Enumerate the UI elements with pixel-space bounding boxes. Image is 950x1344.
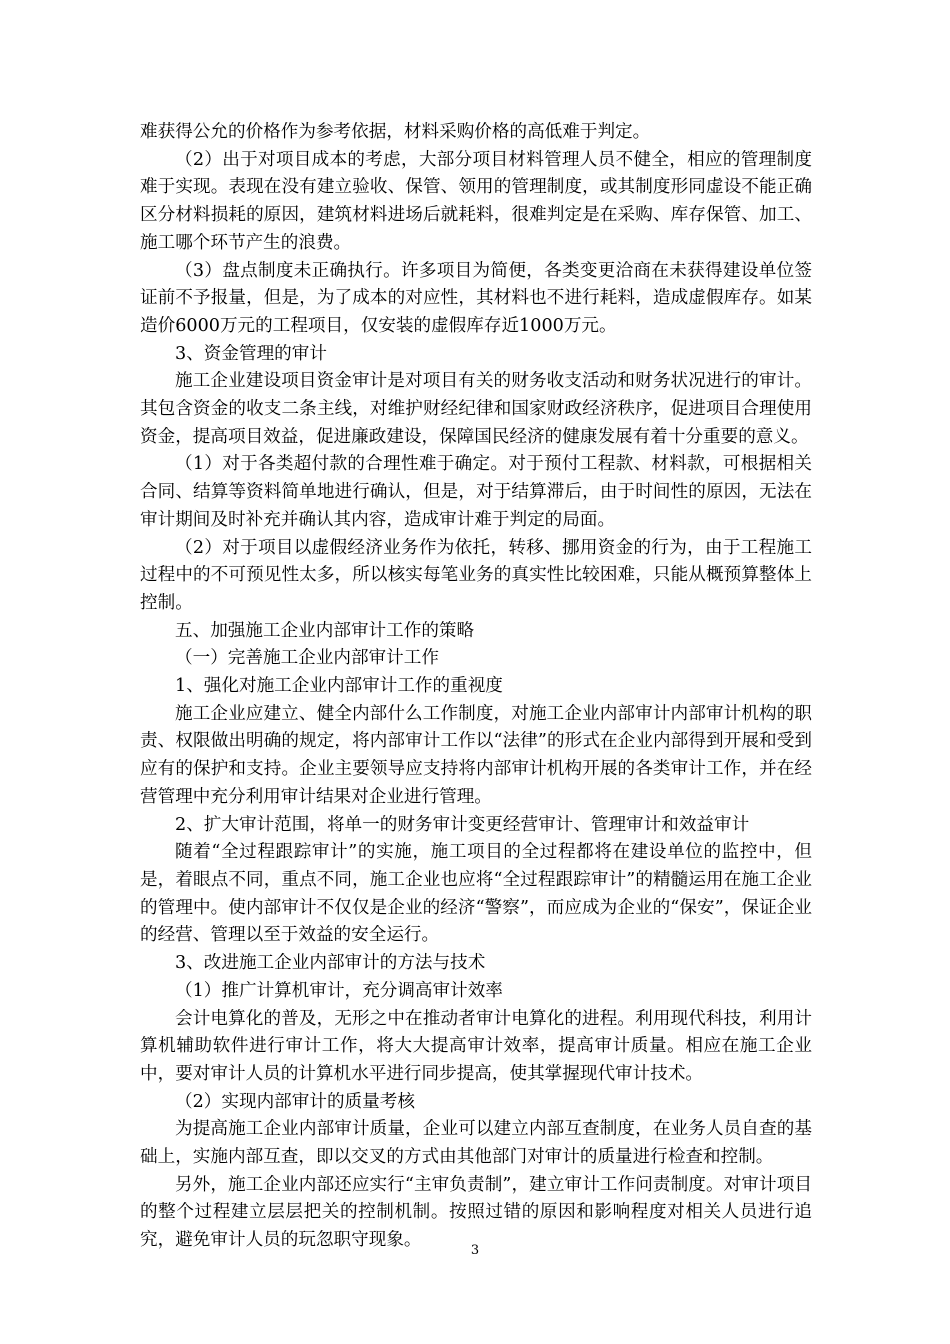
body-text <box>140 119 812 1255</box>
paragraph: 会计电算化的普及，无形之中在推动者审计电算化的进程。利用现代科技，利用计算机辅助软件进行审计工作，将大大提高审计效率，提高审计质量。相应在施工企业中，要对审计人员的计算机水平进行同步提高，使其掌握现代审计技术。 <box>140 1008 812 1084</box>
subsection-heading: （一）完善施工企业内部审计工作 <box>175 648 439 669</box>
paragraph: 为提高施工企业内部审计质量，企业可以建立内部互查制度，在业务人员自查的基础上，实施内部互查，即以交叉的方式由其他部门对审计的质量进行检查和控制。 <box>140 1119 812 1168</box>
section-heading: 五、加强施工企业内部审计工作的策略 <box>175 620 475 641</box>
paragraph: （2）出于对项目成本的考虑，大部分项目材料管理人员不健全，相应的管理制度难于实现。表现在没有建立验收、保管、领用的管理制度，或其制度形同虚设不能正确区分材料损耗的原因，建筑材料进场后就耗料，很难判定是在采购、库存保管、加工、施工哪个环节产生的浪费。 <box>140 149 812 253</box>
subsection-heading: 1、强化对施工企业内部审计工作的重视度 <box>175 676 503 697</box>
page-number: 3 <box>470 1243 480 1258</box>
paragraph: 施工企业建设项目资金审计是对项目有关的财务收支活动和财务状况进行的审计。其包含资金的收支二条主线，对维护财经纪律和国家财政经济秩序，促进项目合理使用资金，提高项目效益，促进廉政建设，保障国民经济的健康发展有着十分重要的意义。 <box>140 371 812 447</box>
paragraph: （2）对于项目以虚假经济业务作为依托，转移、挪用资金的行为，由于工程施工过程中的不可预见性太多，所以核实每笔业务的真实性比较困难，只能从概预算整体上控制。 <box>140 537 812 613</box>
paragraph: （3）盘点制度未正确执行。许多项目为简便，各类变更洽商在未获得建设单位签证前不予报量，但是，为了成本的对应性，其材料也不进行耗料，造成虚假库存。如某造价6000万元的工程项目，仅安装的虚假库存近1000万元。 <box>140 260 812 336</box>
paragraph: 施工企业应建立、健全内部什么工作制度，对施工企业内部审计内部审计机构的职责、权限做出明确的规定，将内部审计工作以“法律”的形式在企业内部得到开展和受到应有的保护和支持。企业主要领导应支持将内部审计机构开展的各类审计工作，并在经营管理中充分利用审计结果对企业进行管理。 <box>140 703 812 807</box>
subsection-heading: 2、扩大审计范围，将单一的财务审计变更经营审计、管理审计和效益审计 <box>175 814 750 835</box>
section-heading: 3、资金管理的审计 <box>175 343 327 364</box>
subsection-heading: 3、改进施工企业内部审计的方法与技术 <box>175 953 486 974</box>
paragraph: （1）对于各类超付款的合理性难于确定。对于预付工程款、材料款，可根据相关合同、结算等资料简单地进行确认，但是，对于结算滞后，由于时间性的原因，无法在审计期间及时补充并确认其内容，造成审计难于判定的局面。 <box>140 454 812 530</box>
paragraph: 另外，施工企业内部还应实行“主审负责制”，建立审计工作问责制度。对审计项目的整个过程建立层层把关的控制机制。按照过错的原因和影响程度对相关人员进行追究，避免审计人员的玩忽职守现象。 <box>140 1174 812 1251</box>
subsection-heading: （1）推广计算机审计，充分调高审计效率 <box>175 980 503 1001</box>
paragraph: 难获得公允的价格作为参考依据，材料采购价格的高低难于判定。 <box>140 122 651 142</box>
paragraph: 随着“全过程跟踪审计”的实施，施工项目的全过程都将在建设单位的监控中，但是，着眼点不同，重点不同，施工企业也应将“全过程跟踪审计”的精髓运用在施工企业的管理中。使内部审计不仅仅是企业的经济“警察”，而应成为企业的“保安”，保证企业的经营、管理以至于效益的安全运行。 <box>140 842 812 946</box>
subsection-heading: （2）实现内部审计的质量考核 <box>175 1091 415 1112</box>
